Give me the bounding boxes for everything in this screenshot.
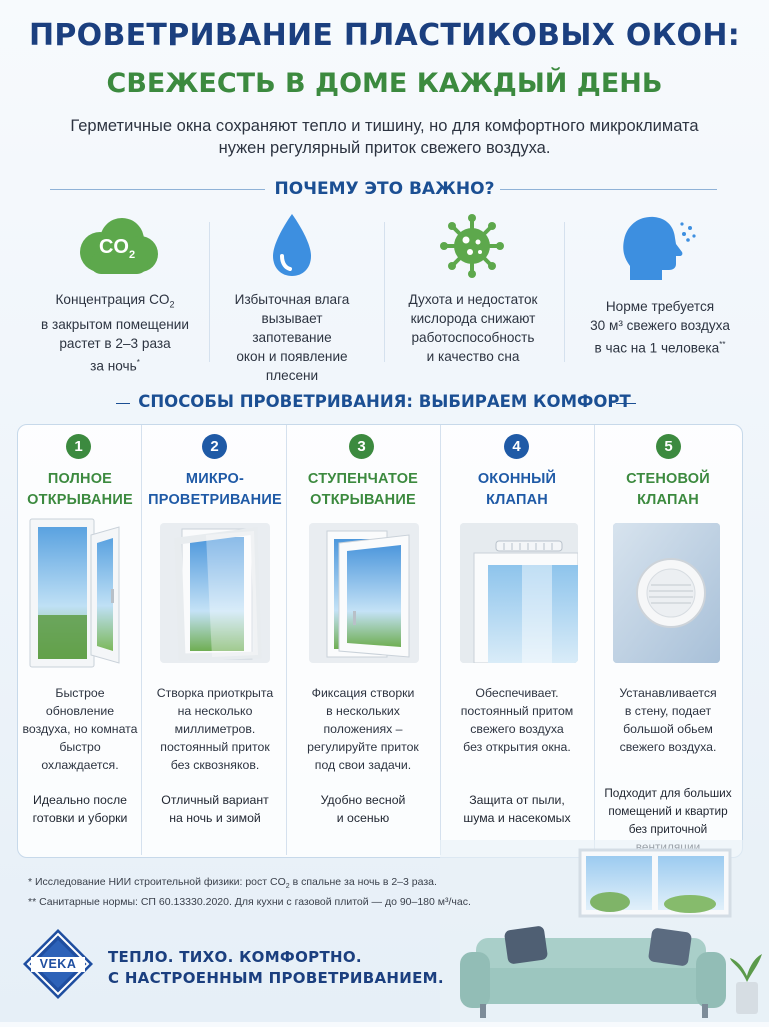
- why-text: Избыточная влага: [234, 292, 350, 307]
- footnote-2: ** Санитарные нормы: СП 60.13330.2020. Для кухни с газовой плитой — до 90–180 м³/час.: [28, 896, 471, 908]
- method-benefit: [442, 791, 592, 827]
- veka-logo-text: VEKA: [39, 957, 77, 971]
- desc-line: регулируйте приток: [307, 740, 419, 754]
- why-item-moisture: [222, 290, 362, 385]
- window-step-opening-image: [309, 523, 419, 663]
- intro-line-2: нужен регулярный приток свежего воздуха.: [218, 139, 551, 157]
- footnote-text: в спальне за ночь в 2–3 раза.: [289, 876, 437, 888]
- virus-icon: [440, 214, 504, 278]
- desc-line: под свои задачи.: [314, 758, 412, 772]
- veka-logo: [22, 928, 94, 1000]
- benefit-line: готовки и уборки: [32, 811, 128, 825]
- column-divider: [594, 425, 595, 855]
- benefit-line: Защита от пыли,: [469, 793, 565, 807]
- why-text: Концентрация CO: [55, 292, 170, 307]
- why-text: за ночь: [90, 358, 137, 374]
- benefit-line: помещений и квартир: [608, 804, 728, 818]
- benefit-line: Подходит для больших: [604, 786, 732, 800]
- desc-line: Быстрое обновление: [45, 686, 115, 718]
- desc-line: на несколько: [177, 704, 253, 718]
- method-description: [144, 684, 286, 774]
- desc-line: без открытия окна.: [463, 740, 571, 754]
- footnote-mark: **: [719, 340, 726, 349]
- why-sub: 2: [169, 299, 175, 310]
- desc-line: свежего воздуха.: [619, 740, 717, 754]
- window-valve-image: [460, 523, 578, 663]
- method-title-wall-valve: [596, 469, 740, 511]
- page-subtitle: СВЕЖЕСТЬ В ДОМЕ КАЖДЫЙ ДЕНЬ: [106, 68, 663, 99]
- method-benefit: [288, 791, 438, 827]
- benefit-line: Отличный вариант: [161, 793, 269, 807]
- why-heading: ПОЧЕМУ ЭТО ВАЖНО?: [274, 179, 495, 199]
- why-item-co2: [40, 290, 190, 375]
- method-benefit: [20, 791, 140, 827]
- method-title-line: ОТКРЫВАНИЕ: [27, 492, 133, 508]
- footnote-text: * Исследование НИИ строительной физики: рост CO: [28, 876, 286, 888]
- method-title-line: КЛАПАН: [486, 492, 548, 508]
- column-divider: [286, 425, 287, 855]
- wall-valve-image: [613, 523, 720, 663]
- why-text: растет в 2–3 раза: [59, 335, 171, 351]
- desc-line: положениях –: [323, 722, 403, 736]
- desc-line: быстро охлаждается.: [41, 740, 119, 772]
- co2-subscript: 2: [128, 249, 136, 261]
- why-item-stuffiness: [398, 290, 548, 366]
- desc-line: без сквозняков.: [170, 758, 260, 772]
- column-divider: [564, 222, 565, 362]
- method-title-line: СТЕНОВОЙ: [626, 471, 710, 487]
- why-text: кислорода снижают: [410, 311, 536, 326]
- step-number-5: 5: [656, 434, 681, 459]
- method-title-line: КЛАПАН: [637, 492, 699, 508]
- window-micro-vent-image: [160, 523, 270, 663]
- why-text: Норме требуется: [605, 299, 715, 314]
- method-title-line: ОКОННЫЙ: [477, 471, 557, 487]
- intro-line-1: Герметичные окна сохраняют тепло и тишину, но для комфортного микроклимата: [70, 117, 699, 135]
- footnote-sub: 2: [285, 883, 290, 891]
- method-description: [20, 684, 140, 774]
- method-title-line: ПРОВЕТРИВАНИЕ: [148, 492, 282, 508]
- person-breathing-icon: [620, 214, 696, 282]
- method-title-line: СТУПЕНЧАТОЕ: [307, 471, 419, 487]
- method-title-full-opening: [20, 469, 140, 511]
- methods-heading: СПОСОБЫ ПРОВЕТРИВАНИЯ: ВЫБИРАЕМ КОМФОРТ: [138, 392, 631, 411]
- benefit-line: шума и насекомых: [463, 811, 571, 825]
- method-title-step-opening: [288, 469, 438, 511]
- why-text: плесени: [265, 368, 319, 383]
- desc-line: постоянный притом: [460, 704, 574, 718]
- footnote-1: [28, 876, 437, 890]
- why-text: и качество сна: [426, 349, 520, 364]
- water-drop-icon: [270, 212, 314, 278]
- slogan-line-2: С НАСТРОЕННЫМ ПРОВЕТРИВАНИЕМ.: [108, 969, 444, 987]
- method-description: [288, 684, 438, 774]
- method-title-line: МИКРО-: [185, 471, 245, 487]
- benefit-line: Идеально после: [33, 793, 127, 807]
- method-benefit: [144, 791, 286, 827]
- method-description: [442, 684, 592, 756]
- desc-line: в нескольких: [326, 704, 400, 718]
- method-title-micro-ventilation: [144, 469, 286, 511]
- benefit-line: на ночь и зимой: [169, 811, 261, 825]
- desc-line: постоянный приток: [160, 740, 270, 754]
- column-divider: [141, 425, 142, 855]
- desc-line: Обеспечивает.: [475, 686, 559, 700]
- step-number-2: 2: [202, 434, 227, 459]
- window-full-open-image: [27, 517, 125, 673]
- why-item-norm: [580, 297, 740, 358]
- desc-line: миллиметров.: [174, 722, 256, 736]
- slogan-line-1: ТЕПЛО. ТИХО. КОМФОРТНО.: [108, 948, 362, 966]
- living-room-illustration: [440, 840, 769, 1022]
- desc-line: Створка приоткрыта: [156, 686, 274, 700]
- desc-line: Фиксация створки: [311, 686, 415, 700]
- benefit-line: Удобно весной: [320, 793, 406, 807]
- why-text: в закрытом помещении: [41, 316, 189, 332]
- column-divider: [384, 222, 385, 362]
- why-text: окон и появление: [236, 349, 348, 364]
- footnote-mark: *: [136, 357, 140, 367]
- why-text: 30 м³ свежего воздуха: [590, 318, 730, 333]
- why-text: вызывает запотевание: [252, 311, 332, 345]
- step-number-1: 1: [66, 434, 91, 459]
- step-number-3: 3: [349, 434, 374, 459]
- why-text: работоспособность: [411, 330, 535, 345]
- column-divider: [209, 222, 210, 362]
- why-text: Духота и недостаток: [408, 292, 538, 307]
- desc-line: в стену, подает: [624, 704, 712, 718]
- why-text: в час на 1 человека: [594, 340, 720, 356]
- desc-line: большой обьем: [623, 722, 713, 736]
- method-title-line: ПОЛНОЕ: [47, 471, 113, 487]
- method-title-line: ОТКРЫВАНИЕ: [310, 492, 416, 508]
- benefit-line: и осенью: [336, 811, 390, 825]
- method-title-window-valve: [442, 469, 592, 511]
- desc-line: Устанавливается: [619, 686, 717, 700]
- method-description: [596, 684, 740, 756]
- co2-label: CO: [98, 236, 129, 258]
- column-divider: [440, 425, 441, 855]
- intro-text: [50, 115, 719, 159]
- desc-line: свежего воздуха: [470, 722, 564, 736]
- co2-cloud-icon: [74, 216, 160, 278]
- page-title: ПРОВЕТРИВАНИЕ ПЛАСТИКОВЫХ ОКОН:: [28, 18, 741, 53]
- benefit-line: без приточной: [628, 822, 708, 836]
- step-number-4: 4: [504, 434, 529, 459]
- desc-line: воздуха, но комната: [22, 722, 138, 736]
